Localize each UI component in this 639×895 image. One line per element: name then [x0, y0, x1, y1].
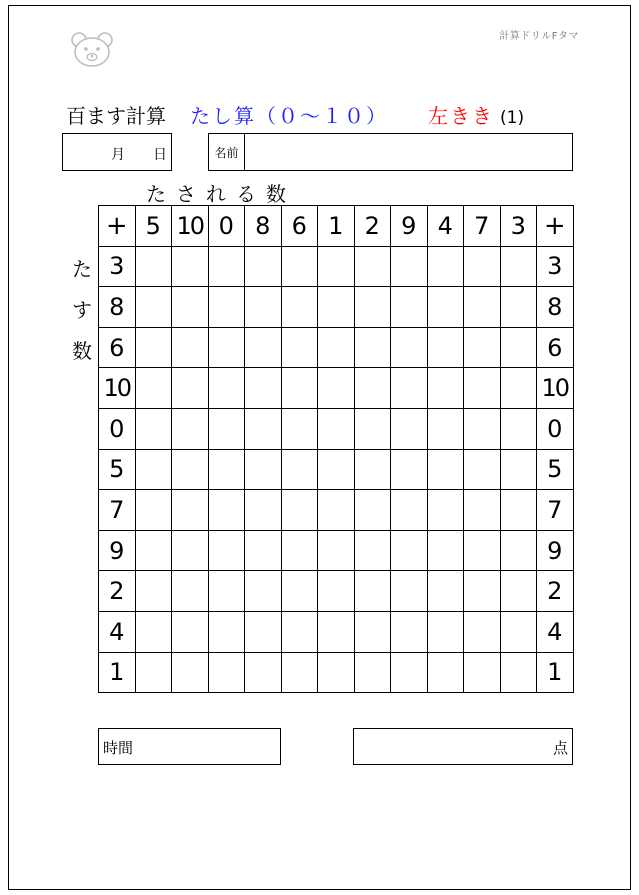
month-label: 月	[111, 147, 125, 163]
side-number: 4	[537, 611, 574, 652]
answer-cell[interactable]	[318, 530, 355, 571]
answer-cell[interactable]	[500, 368, 537, 409]
answer-cell[interactable]	[245, 368, 282, 409]
answer-cell[interactable]	[354, 611, 391, 652]
answer-cell[interactable]	[318, 287, 355, 328]
answer-cell[interactable]	[427, 530, 464, 571]
answer-cell[interactable]	[135, 327, 172, 368]
top-number: 3	[500, 206, 537, 247]
side-number: 7	[537, 490, 574, 531]
answer-cell[interactable]	[500, 287, 537, 328]
top-number: 5	[135, 206, 172, 247]
answer-cell[interactable]	[427, 408, 464, 449]
addend-label-char: 数	[72, 339, 92, 363]
answer-cell[interactable]	[135, 530, 172, 571]
answer-cell[interactable]	[208, 327, 245, 368]
answer-cell[interactable]	[427, 246, 464, 287]
table-row	[99, 368, 574, 409]
answer-cell[interactable]	[318, 652, 355, 693]
answer-cell[interactable]	[245, 449, 282, 490]
answer-cell[interactable]	[135, 490, 172, 531]
answer-cell[interactable]	[172, 449, 209, 490]
answer-cell[interactable]	[427, 571, 464, 612]
left-handed-label: 左きき	[428, 104, 494, 128]
answer-cell[interactable]	[172, 287, 209, 328]
answer-cell[interactable]	[281, 652, 318, 693]
answer-cell[interactable]	[464, 449, 501, 490]
answer-cell[interactable]	[172, 530, 209, 571]
answer-cell[interactable]	[245, 652, 282, 693]
answer-cell[interactable]	[135, 652, 172, 693]
answer-cell[interactable]	[354, 327, 391, 368]
side-number: 1	[537, 652, 574, 693]
answer-cell[interactable]	[354, 571, 391, 612]
table-row	[99, 490, 574, 531]
answer-cell[interactable]	[281, 287, 318, 328]
answer-cell[interactable]	[135, 287, 172, 328]
answer-cell[interactable]	[427, 490, 464, 531]
side-number: 6	[537, 327, 574, 368]
answer-cell[interactable]	[427, 368, 464, 409]
side-number: 10	[537, 368, 574, 409]
side-number: 0	[537, 408, 574, 449]
answer-cell[interactable]	[391, 530, 428, 571]
answer-cell[interactable]	[245, 327, 282, 368]
top-number: 2	[354, 206, 391, 247]
answer-cell[interactable]	[391, 246, 428, 287]
answer-cell[interactable]	[427, 327, 464, 368]
answer-cell[interactable]	[391, 652, 428, 693]
answer-cell[interactable]	[464, 408, 501, 449]
answer-cell[interactable]	[464, 246, 501, 287]
answer-cell[interactable]	[135, 368, 172, 409]
answer-cell[interactable]	[172, 246, 209, 287]
answer-cell[interactable]	[500, 327, 537, 368]
answer-cell[interactable]	[245, 408, 282, 449]
answer-cell[interactable]	[245, 246, 282, 287]
answer-cell[interactable]	[318, 490, 355, 531]
plus-symbol: +	[537, 206, 574, 247]
side-number: 7	[99, 490, 136, 531]
answer-cell[interactable]	[281, 611, 318, 652]
answer-cell[interactable]	[354, 490, 391, 531]
name-field[interactable]	[208, 133, 573, 171]
bear-face-icon	[69, 30, 115, 68]
top-number: 1	[318, 206, 355, 247]
answer-cell[interactable]	[172, 652, 209, 693]
table-row	[99, 246, 574, 287]
answer-cell[interactable]	[500, 652, 537, 693]
side-number: 8	[99, 287, 136, 328]
answer-cell[interactable]	[354, 246, 391, 287]
side-number: 0	[99, 408, 136, 449]
answer-cell[interactable]	[318, 571, 355, 612]
answer-cell[interactable]	[354, 408, 391, 449]
answer-cell[interactable]	[281, 408, 318, 449]
answer-cell[interactable]	[354, 530, 391, 571]
answer-cell[interactable]	[464, 530, 501, 571]
answer-cell[interactable]	[318, 368, 355, 409]
side-number: 1	[99, 652, 136, 693]
answer-cell[interactable]	[500, 246, 537, 287]
addend-label-char: た	[72, 257, 92, 281]
answer-cell[interactable]	[427, 611, 464, 652]
answer-cell[interactable]	[391, 287, 428, 328]
table-row	[99, 287, 574, 328]
addend-label-char: す	[72, 298, 92, 322]
answer-cell[interactable]	[245, 287, 282, 328]
answer-cell[interactable]	[208, 652, 245, 693]
answer-cell[interactable]	[427, 449, 464, 490]
table-row	[99, 652, 574, 693]
answer-cell[interactable]	[391, 408, 428, 449]
top-number: 0	[208, 206, 245, 247]
score-label: 点	[552, 739, 568, 757]
answer-cell[interactable]	[464, 611, 501, 652]
answer-cell[interactable]	[172, 327, 209, 368]
side-number: 2	[99, 571, 136, 612]
table-row	[99, 611, 574, 652]
answer-cell[interactable]	[281, 327, 318, 368]
side-number: 9	[537, 530, 574, 571]
side-number: 5	[537, 449, 574, 490]
answer-cell[interactable]	[318, 611, 355, 652]
name-label: 名前	[209, 134, 245, 170]
operation-label: たし算（０～１０）	[190, 104, 388, 128]
answer-cell[interactable]	[464, 368, 501, 409]
answer-cell[interactable]	[318, 246, 355, 287]
answer-cell[interactable]	[281, 449, 318, 490]
answer-cell[interactable]	[135, 611, 172, 652]
answer-cell[interactable]	[208, 368, 245, 409]
answer-cell[interactable]	[135, 571, 172, 612]
answer-cell[interactable]	[135, 408, 172, 449]
answer-cell[interactable]	[172, 490, 209, 531]
answer-cell[interactable]	[245, 490, 282, 531]
side-number: 3	[537, 246, 574, 287]
top-number: 10	[172, 206, 209, 247]
answer-cell[interactable]	[208, 408, 245, 449]
answer-cell[interactable]	[318, 449, 355, 490]
table-row	[99, 530, 574, 571]
answer-cell[interactable]	[391, 368, 428, 409]
answer-cell[interactable]	[464, 490, 501, 531]
answer-cell[interactable]	[427, 287, 464, 328]
answer-cell[interactable]	[135, 449, 172, 490]
answer-cell[interactable]	[208, 571, 245, 612]
header-row	[99, 206, 574, 247]
side-number: 8	[537, 287, 574, 328]
answer-cell[interactable]	[281, 571, 318, 612]
table-row	[99, 449, 574, 490]
hundred-square-grid	[98, 205, 574, 693]
top-number: 7	[464, 206, 501, 247]
answer-cell[interactable]	[391, 449, 428, 490]
answer-cell[interactable]	[172, 368, 209, 409]
day-label: 日	[153, 147, 167, 163]
answer-cell[interactable]	[245, 571, 282, 612]
time-field[interactable]	[98, 728, 281, 765]
answer-cell[interactable]	[281, 246, 318, 287]
answer-cell[interactable]	[245, 611, 282, 652]
answer-cell[interactable]	[464, 327, 501, 368]
score-field[interactable]	[353, 728, 573, 765]
answer-cell[interactable]	[318, 408, 355, 449]
answer-cell[interactable]	[354, 449, 391, 490]
answer-cell[interactable]	[172, 611, 209, 652]
answer-cell[interactable]	[464, 571, 501, 612]
table-row	[99, 408, 574, 449]
answer-cell[interactable]	[281, 530, 318, 571]
answer-cell[interactable]	[500, 408, 537, 449]
answer-cell[interactable]	[172, 571, 209, 612]
time-label: 時間	[103, 739, 134, 757]
answer-cell[interactable]	[391, 490, 428, 531]
answer-cell[interactable]	[281, 490, 318, 531]
augend-label: たされる数	[146, 182, 296, 206]
answer-cell[interactable]	[208, 287, 245, 328]
answer-cell[interactable]	[464, 287, 501, 328]
title-row	[66, 100, 524, 130]
table-row	[99, 327, 574, 368]
answer-cell[interactable]	[208, 449, 245, 490]
answer-cell[interactable]	[500, 490, 537, 531]
answer-cell[interactable]	[208, 246, 245, 287]
top-number: 9	[391, 206, 428, 247]
sheet-number: (1)	[500, 108, 525, 128]
side-number: 2	[537, 571, 574, 612]
answer-cell[interactable]	[391, 611, 428, 652]
answer-cell[interactable]	[318, 327, 355, 368]
answer-cell[interactable]	[208, 530, 245, 571]
side-number: 6	[99, 327, 136, 368]
answer-cell[interactable]	[500, 449, 537, 490]
answer-cell[interactable]	[172, 408, 209, 449]
answer-cell[interactable]	[245, 530, 282, 571]
answer-cell[interactable]	[208, 490, 245, 531]
answer-cell[interactable]	[135, 246, 172, 287]
side-number: 4	[99, 611, 136, 652]
answer-cell[interactable]	[500, 611, 537, 652]
side-number: 9	[99, 530, 136, 571]
answer-cell[interactable]	[427, 652, 464, 693]
date-field[interactable]	[62, 133, 172, 171]
answer-cell[interactable]	[281, 368, 318, 409]
plus-symbol: +	[99, 206, 136, 247]
answer-cell[interactable]	[500, 530, 537, 571]
answer-cell[interactable]	[354, 287, 391, 328]
side-number: 10	[99, 368, 136, 409]
answer-cell[interactable]	[208, 611, 245, 652]
brand-text: 計算ドリルFタマ	[499, 31, 579, 42]
top-number: 6	[281, 206, 318, 247]
table-row	[99, 571, 574, 612]
worksheet-title: 百ます計算	[66, 104, 166, 128]
answer-cell[interactable]	[391, 327, 428, 368]
side-number: 5	[99, 449, 136, 490]
top-number: 8	[245, 206, 282, 247]
answer-cell[interactable]	[354, 652, 391, 693]
top-number: 4	[427, 206, 464, 247]
answer-cell[interactable]	[354, 368, 391, 409]
answer-cell[interactable]	[464, 652, 501, 693]
answer-cell[interactable]	[391, 571, 428, 612]
side-number: 3	[99, 246, 136, 287]
answer-cell[interactable]	[500, 571, 537, 612]
